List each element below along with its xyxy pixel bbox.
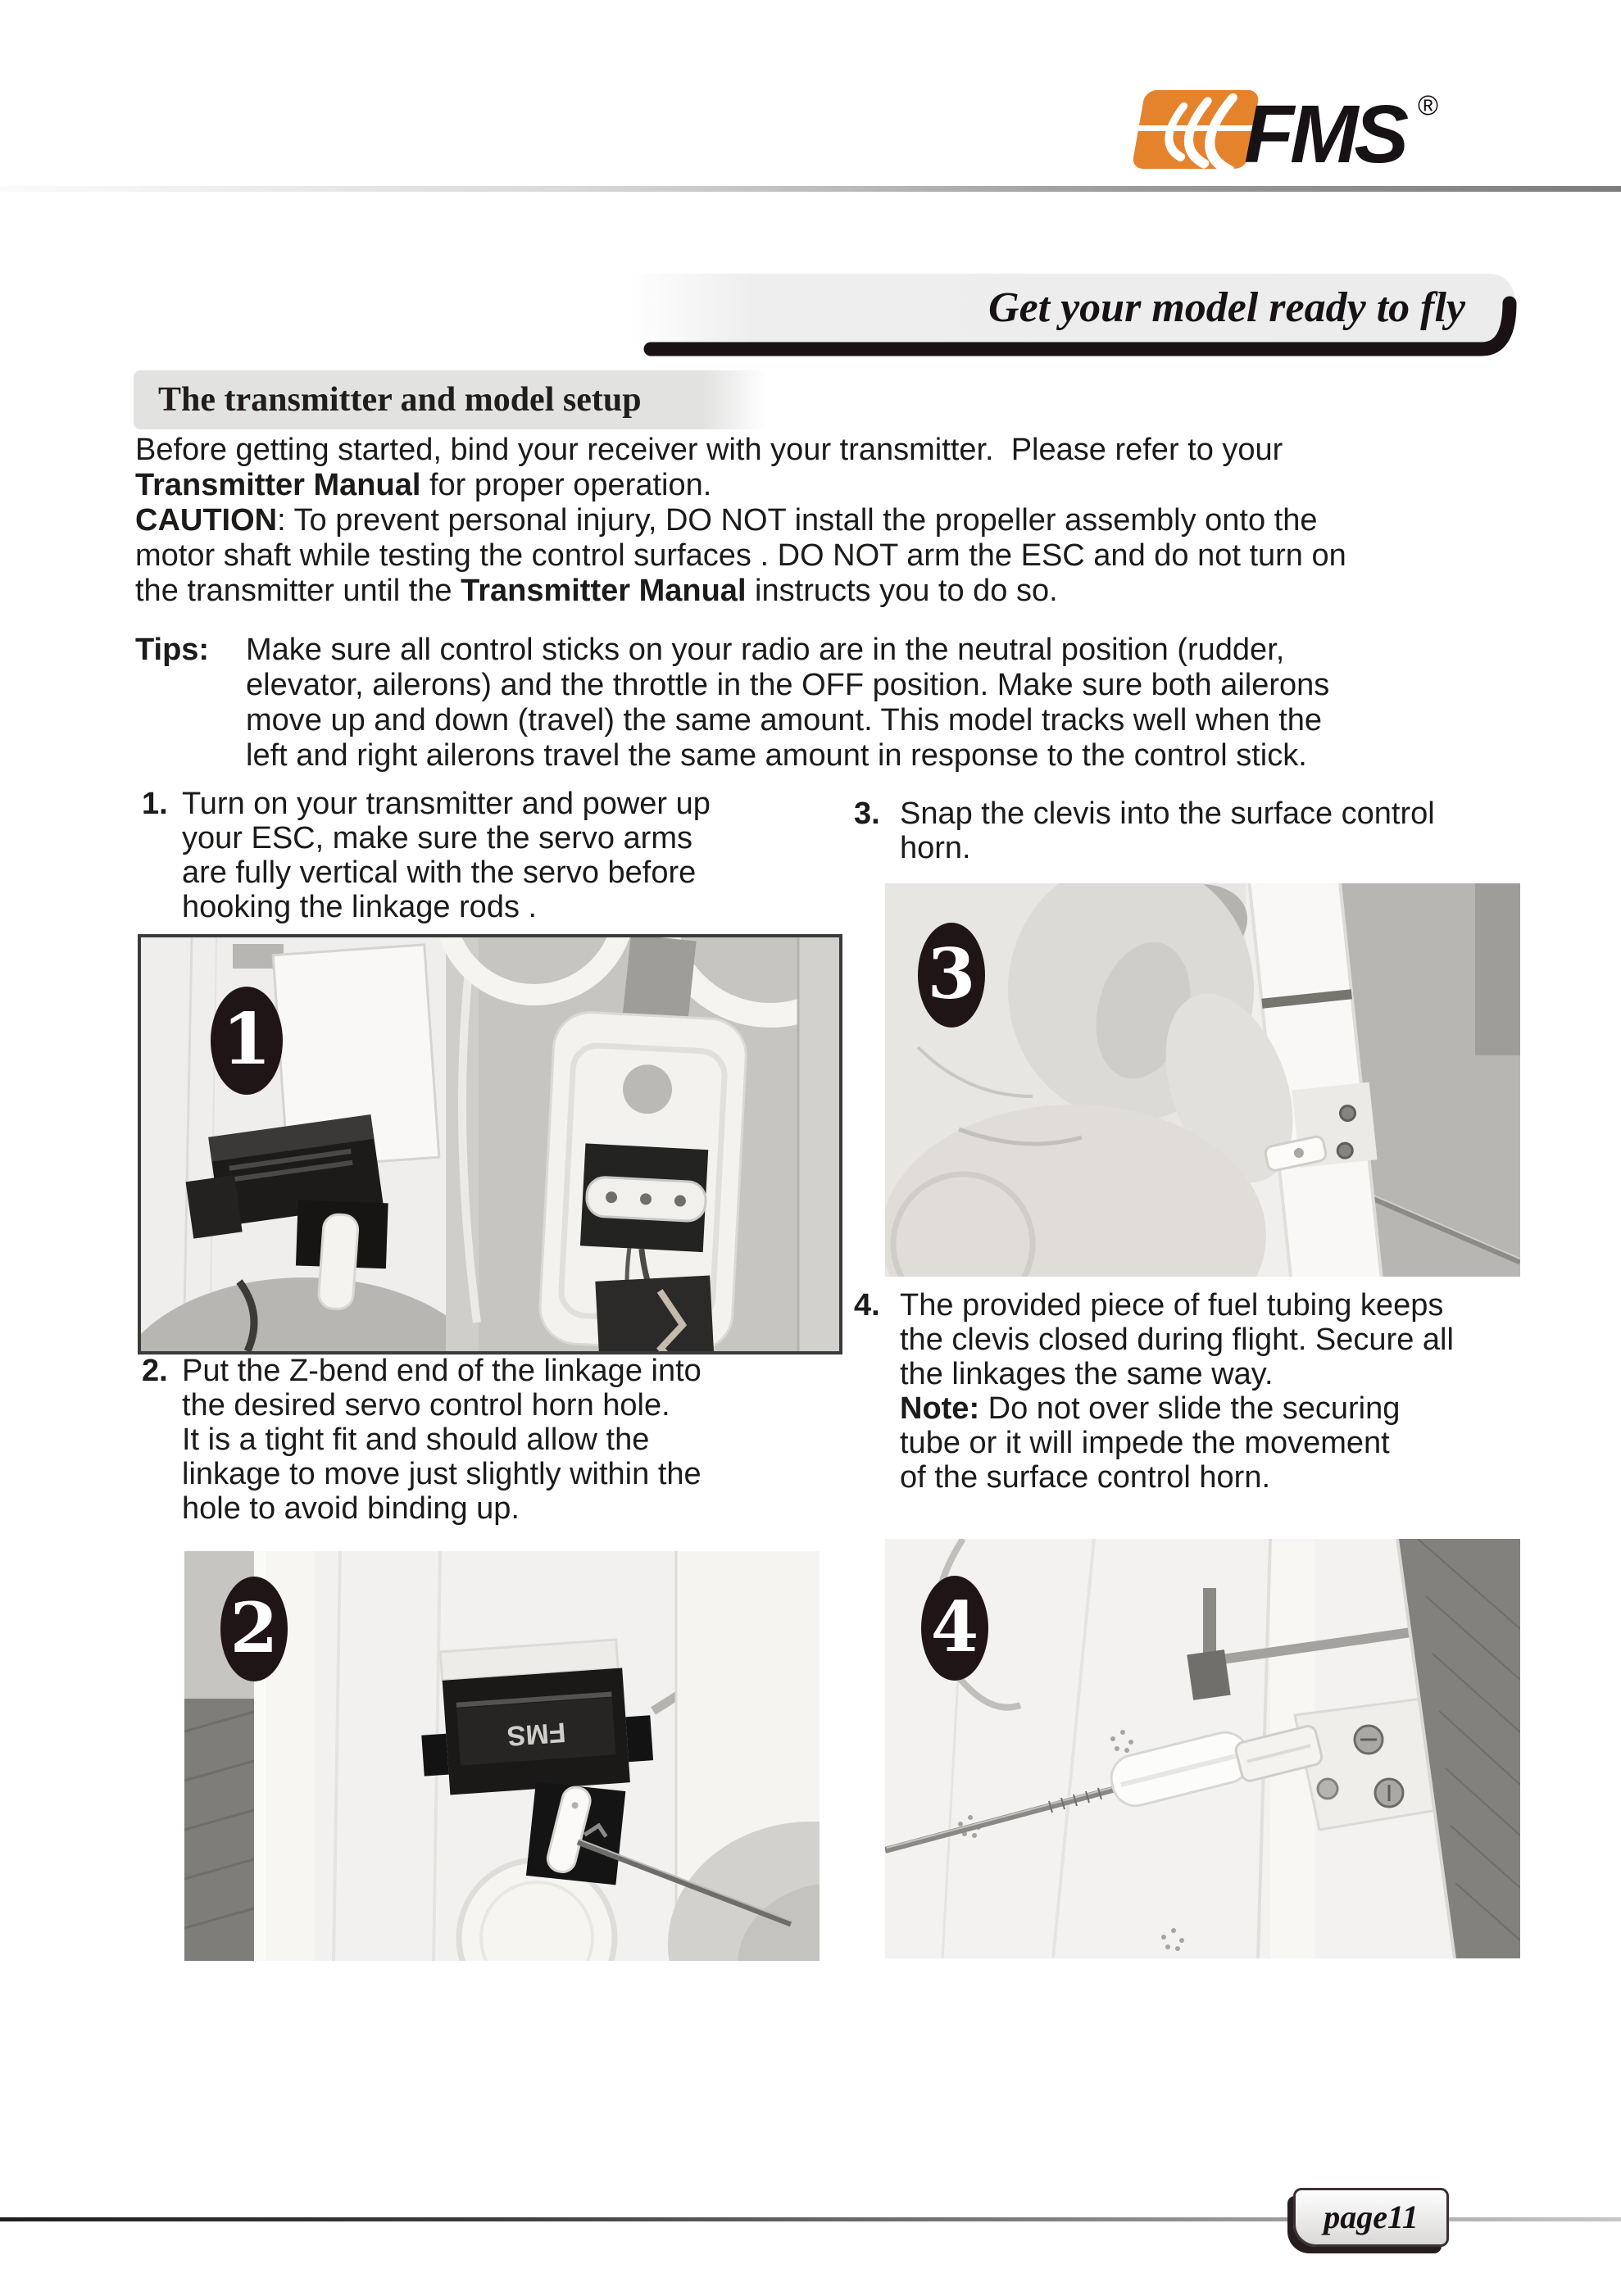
step-1-badge — [211, 987, 283, 1095]
tips-block — [135, 633, 1528, 774]
svg-text:1: 1 — [222, 998, 271, 1081]
fms-logo-emblem — [1131, 90, 1260, 170]
step-4-photo — [885, 1539, 1520, 1958]
servo-brand-label: FMS — [506, 1716, 567, 1752]
svg-text:2: 2 — [229, 1587, 279, 1668]
step-2-badge — [220, 1577, 288, 1681]
tips-label: Tips: — [135, 633, 210, 667]
header-divider — [0, 186, 1621, 192]
step-1-text: 1. Turn on your transmitter and power up your ESC, make sure the servo arms are fully vertical with the servo before hooking the linkage rods . — [142, 787, 711, 924]
step-1-photo — [138, 934, 842, 1354]
step-2-number: 2. — [142, 1354, 168, 1388]
step-4-badge — [921, 1576, 988, 1681]
tips-text: Make sure all control sticks on your radio are in the neutral position (rudder, elevator, ailerons) and the throttle in the OFF position. Make sure both ailerons move up and down (travel) the same amount. This model tracks well when the left and right ailerons travel the same amount in response to the control stick. — [246, 633, 1330, 773]
svg-text:4: 4 — [930, 1586, 979, 1668]
step-2-text: 2. Put the Z-bend end of the linkage into the desired servo control horn hole. It is a tight fit and should allow the linkage to move just slightly within the hole to avoid binding up. — [142, 1354, 702, 1526]
fms-logo-text: FMS — [1244, 88, 1405, 180]
page-number: page11 — [1293, 2188, 1449, 2247]
step-3-text: 3. Snap the clevis into the surface control horn. — [854, 796, 1435, 865]
intro-paragraph: Before getting started, bind your receiver with your transmitter. Please refer to your Transmitter Manual for proper operation. CAUTION: To prevent personal injury, DO NOT install the propeller assembly onto the motor shaft while testing the control surfaces . DO NOT arm the ESC and do not turn on the transmitter until the Transmitter Manual instructs you to do so. — [135, 433, 1346, 608]
step-4-text: 4. The provided piece of fuel tubing keeps the clevis closed during flight. Secure all the linkages the same way. Note: Do not over slide the securing tube or it will impede the movement of the surface control horn. — [854, 1288, 1454, 1495]
step-3-badge — [918, 923, 985, 1028]
step-1-number: 1. — [142, 787, 168, 821]
fms-logo — [1113, 79, 1449, 184]
page-banner-title: Get your model ready to fly — [628, 274, 1514, 343]
step-2-photo — [184, 1551, 820, 1961]
step-4-number: 4. — [854, 1288, 880, 1323]
step-3-number: 3. — [854, 796, 880, 831]
section-title: The transmitter and model setup — [134, 370, 766, 429]
step-3-photo — [885, 883, 1520, 1277]
registered-mark: ® — [1418, 90, 1439, 121]
svg-text:3: 3 — [927, 933, 976, 1014]
